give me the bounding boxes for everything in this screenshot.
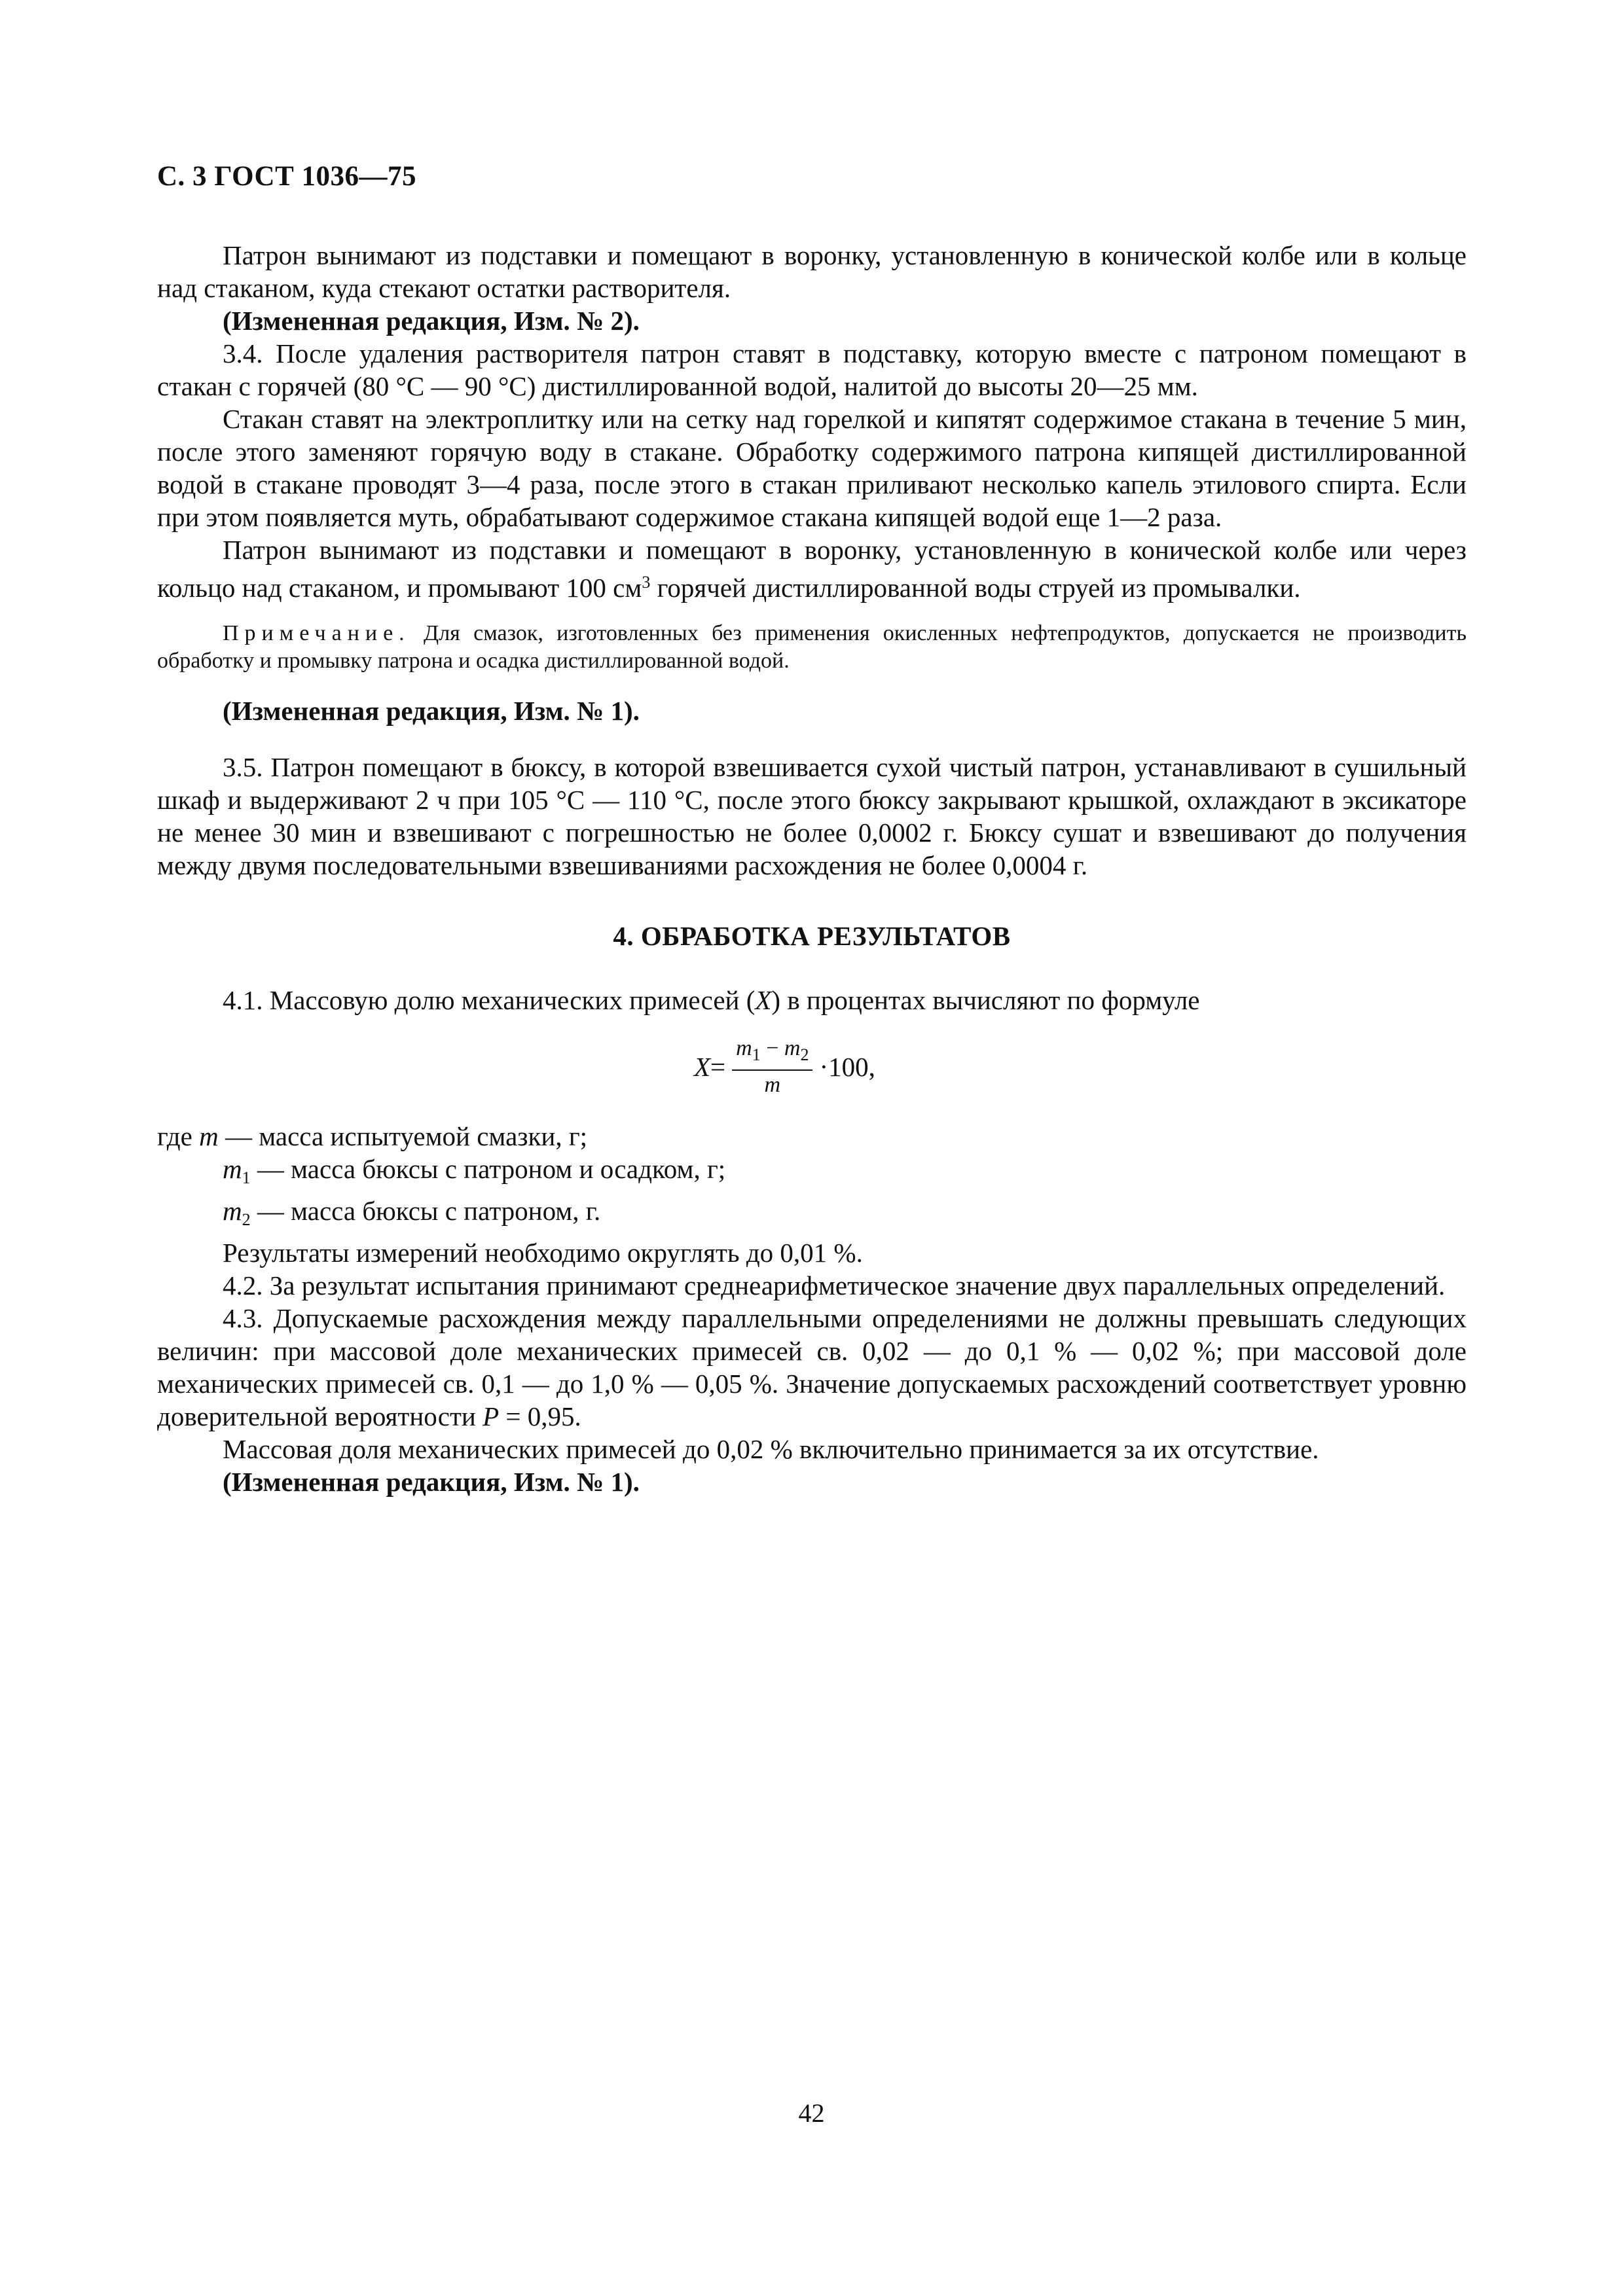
where-m2-text: — масса бюксы с патроном, г. (250, 1196, 601, 1226)
paragraph-rounding: Результаты измерений необходимо округлять до 0,01 %. (223, 1238, 863, 1268)
paragraph-washing-text-b: горячей дистиллированной воды струей из промывалки. (650, 573, 1301, 603)
formula-fraction (732, 1035, 812, 1098)
numerator-minus: − (760, 1036, 784, 1060)
paragraph-4-3-text-a: 4.3. Допускаемые расхождения между параллельными определениями не должны превышать следующих величин: при массовой доле механических примесей св. 0,02 — до 0,1 % — 0,02 %; при массовой доле механических примесей св. 0,1 — до 1,0 % — 0,05 %. Значение допускаемых расхождений соответствует уровню доверительной вероятности (157, 1303, 1467, 1431)
numerator-m1: m (736, 1036, 752, 1060)
numerator-m2: m (784, 1036, 801, 1060)
numerator-m2-sub: 2 (800, 1045, 809, 1064)
revision-note-2: (Измененная редакция, Изм. № 2). (223, 306, 640, 336)
where-m-var: m (199, 1121, 219, 1151)
paragraph-cartridge-removal: Патрон вынимают из подставки и помещают в воронку, установленную в конической колбе или в кольце над стаканом, куда стекают остатки растворителя. (157, 240, 1467, 303)
revision-note-1a: (Измененная редакция, Изм. № 1). (223, 696, 640, 726)
where-m2-var: m (223, 1196, 242, 1226)
where-m1-var: m (223, 1154, 242, 1184)
paragraph-boiling: Стакан ставят на электроплитку или на сетку над горелкой и кипятят содержимое стакана в течение 5 мин, после этого заменяют горячую воду в стакане. Обработку содержимого патрона кипящей дистиллированной водой в стакане проводят 3—4 раза, после этого в стакан приливают несколько капель этилового спирта. Если при этом появляется муть, обрабатывают содержимое стакана кипящей водой еще 1—2 раза. (157, 404, 1467, 532)
paragraph-4-1-text-a: 4.1. Массовую долю механических примесей ( (223, 985, 756, 1015)
formula-equals: = (710, 1052, 726, 1082)
paragraph-4-1-text-b: ) в процентах вычисляют по формуле (771, 985, 1200, 1015)
where-prefix: где (157, 1121, 200, 1151)
document-body (157, 239, 1467, 1498)
formula-rhs: ·100, (819, 1052, 875, 1082)
superscript-cube: 3 (642, 573, 651, 592)
paragraph-absent: Массовая доля механических примесей до 0,02 % включительно принимается за их отсутствие. (223, 1434, 1319, 1464)
where-m1-sub: 1 (242, 1168, 251, 1187)
paragraph-4-2: 4.2. За результат испытания принимают среднеарифметическое значение двух параллельных определений. (223, 1270, 1446, 1300)
formula-block (157, 1028, 1467, 1105)
where-m1-text: — масса бюксы с патроном и осадком, г; (250, 1154, 726, 1184)
where-m (157, 1120, 1467, 1153)
page-header: С. 3 ГОСТ 1036—75 (157, 161, 417, 192)
paragraph-3-4: 3.4. После удаления растворителя патрон ставят в подставку, которую вместе с патроном помещают в стакан с горячей (80 °С — 90 °С) дистиллированной водой, налитой до высоты 20—25 мм. (157, 338, 1467, 401)
variable-x: X (755, 985, 772, 1015)
where-m1 (157, 1153, 1467, 1194)
where-m2-sub: 2 (242, 1210, 251, 1229)
paragraph-4-3-text-b: = 0,95. (499, 1401, 581, 1431)
note-label: Примечание. (223, 621, 410, 645)
page-number: 42 (798, 2098, 825, 2128)
section-4-title: 4. ОБРАБОТКА РЕЗУЛЬТАТОВ (613, 921, 1011, 951)
formula (694, 1028, 875, 1105)
revision-note-1b: (Измененная редакция, Изм. № 1). (223, 1467, 640, 1497)
paragraph-washing-text-a: Патрон вынимают из подставки и помещают в воронку, установленную в конической колбе или через кольцо над стаканом, и промывают 100 см (157, 535, 1467, 603)
where-m-text: — масса испытуемой смазки, г; (218, 1121, 588, 1151)
where-m2 (157, 1194, 1467, 1236)
paragraph-4-1 (157, 984, 1467, 1016)
paragraph-washing (157, 533, 1467, 604)
paragraph-4-3 (157, 1302, 1467, 1433)
formula-lhs: X (694, 1052, 711, 1082)
note-text: Для смазок, изготовленных без применения окисленных нефтепродуктов, допускается не производить обработку и промывку патрона и осадка дистиллированной водой. (157, 621, 1467, 673)
paragraph-3-5: 3.5. Патрон помещают в бюксу, в которой взвешивается сухой чистый патрон, устанавливают в сушильный шкаф и выдерживают 2 ч при 105 °С — 110 °С, после этого бюксу закрывают крышкой, охлаждают в эксикаторе не менее 30 мин и взвешивают с погрешностью не более 0,0002 г. Бюксу сушат и взвешивают до получения между двумя последовательными взвешиваниями расхождения не более 0,0004 г. (157, 752, 1467, 880)
variable-p: P (483, 1401, 500, 1431)
formula-denominator: m (764, 1073, 781, 1097)
formula-numerator (732, 1035, 812, 1071)
numerator-m1-sub: 1 (752, 1045, 761, 1064)
note (157, 620, 1467, 675)
